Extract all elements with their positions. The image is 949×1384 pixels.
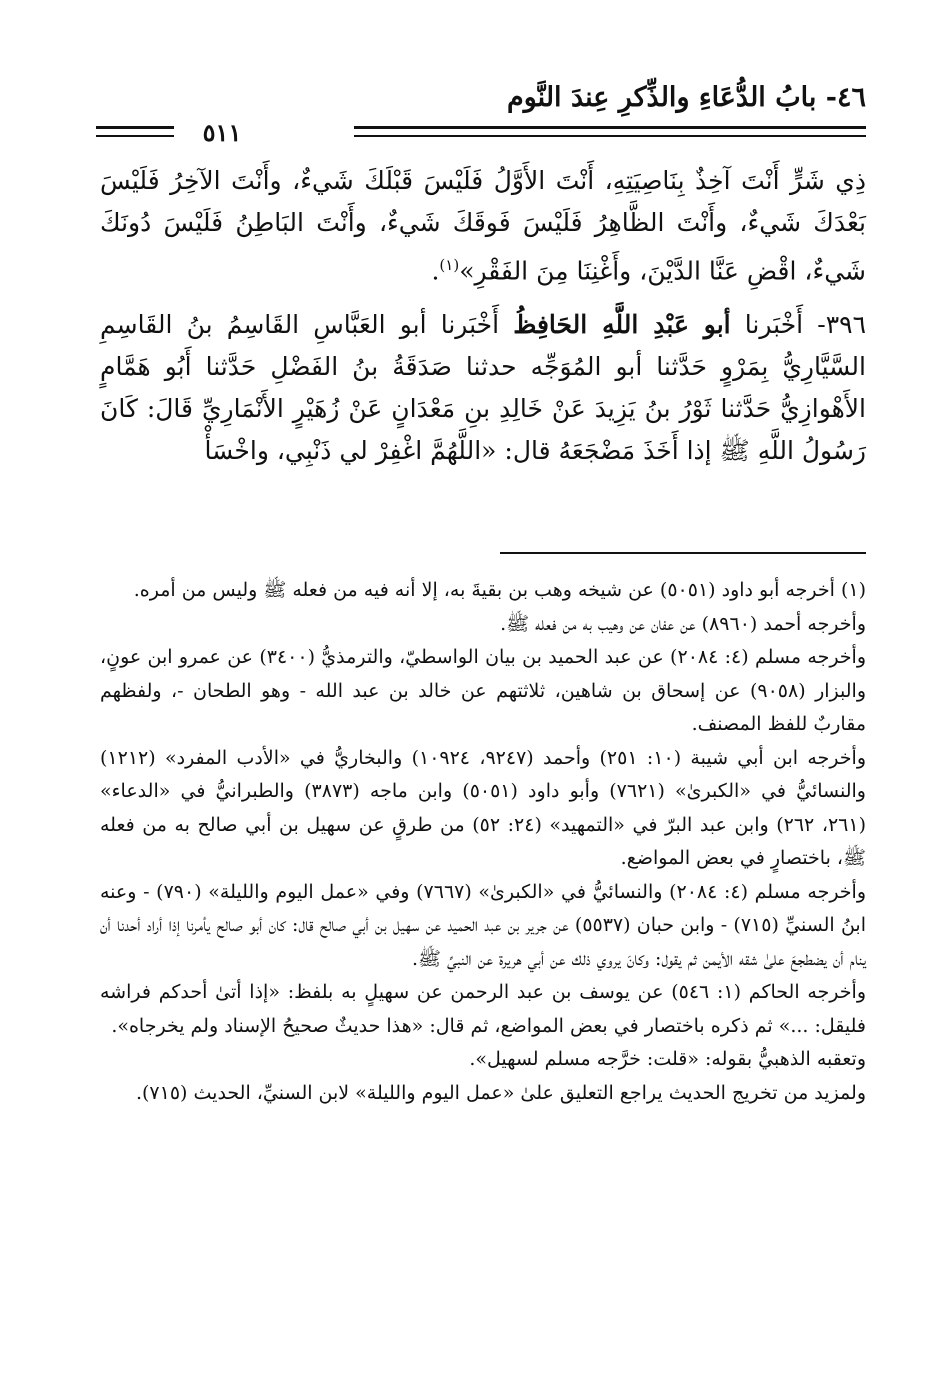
main-text xyxy=(100,160,866,472)
footnote-line: وتعقبه الذهبيُّ بقوله: «قلت: خرَّجه مسلم لسهيل». xyxy=(469,1048,866,1070)
footnote-line: وأخرجه مسلم (٤: ٢٠٨٤) والنسائيُّ في «الكبرىٰ» (٧٦٦٧) وفي «عمل اليوم والليلة» (٧٩٠) - وعنه ابنُ السنيِّ (٧١٥) - وابن حبان (٥٥٣٧) عن جرير بن عبد الحميد عن سهيل بن أبي صالح قال: كان أبو صالح يأمرنا إذا أراد أحدنا أن ينام أن يضطجعَ علىٰ شقه الأيمن ثم يقول: وكانَ يروي ذلك عن أبي هريرة عن النبيِّ ﷺ. xyxy=(100,880,867,970)
main-paragraph-2 xyxy=(100,304,866,472)
paragraph-2-body: أَخْبَرنا أبو العَبَّاسِ القَاسِمُ بنُ القَاسِمِ السَّيَّارِيُّ بِمَرْوٍ حَدَّثنا أبو المُوَجِّه حدثنا صَدَقَةُ بنُ الفَضْلِ حَدَّثنا أَبُو هَمَّامٍ الأَهْوازِيُّ حَدَّثنا ثَوْرُ بنُ يَزِيدَ عَنْ خَالِدِ بنِ مَعْدَانٍ عَنْ زُهَيْرٍ الأَنْمَارِيِّ قَالَ: كَانَ رَسُولُ اللَّهِ ﷺ إذا أَخَذَ مَضْجَعَهُ قال: «اللَّهُمَّ اغْفِرْ لي ذَنْبِي، واخْسَأْ xyxy=(100,310,867,466)
footnote-line: وأخرجه ابن أبي شيبة (١٠: ٢٥١) وأحمد (٩٢٤٧، ١٠٩٢٤) والبخاريُّ في «الأدب المفرد» (١٢١٢) والنسائيُّ في «الكبرىٰ» (٧٦٢١) وأبو داود (٥٠٥١) وابن ماجه (٣٨٧٣) والطبرانيُّ في «الدعاء» (٢٦١، ٢٦٢) وابن عبد البرّ في «التمهيد» (٢٤: ٥٢) من طرقٍ عن سهيل بن أبي صالح به من فعله ﷺ، باختصارٍ في بعض المواضع. xyxy=(100,746,866,869)
page-number: ٥١١ xyxy=(202,118,242,147)
footnote-line: ولمزيد من تخريج الحديث يراجع التعليق علىٰ «عمل اليوم والليلة» لابن السنيِّ، الحديث (٧١٥). xyxy=(135,1081,866,1104)
paragraph-1-end: . xyxy=(431,256,440,286)
chapter-title: ٤٦- بابُ الدُّعَاءِ والذِّكرِ عِندَ النَّوم xyxy=(507,82,866,113)
hadith-number: ٣٩٦- xyxy=(817,310,867,340)
main-paragraph-1 xyxy=(100,160,866,292)
footnotes xyxy=(100,574,866,1110)
footnote-line: وأخرجه أحمد (٨٩٦٠) عن عفان عن وهيب به من فعله ﷺ. xyxy=(500,612,866,635)
paragraph-1-text: ذِي شَرٍّ أَنْتَ آخِذٌ بِنَاصِيَتِهِ، أَنْتَ الأَوَّلُ فَلَيْسَ قَبْلَكَ شَيءٌ، وأَنْتَ الآخِرُ فَلَيْسَ بَعْدَكَ شَيءٌ، وأَنْتَ الظَّاهِرُ فَلَيْسَ فَوقَكَ شَيءٌ، وأَنْتَ البَاطِنُ فَلَيْسَ دُونَكَ شَيءٌ، اقْضِ عَنَّا الدَّيْنَ، وأَغْنِنَا مِنَ الفَقْرِ» xyxy=(100,166,866,286)
paragraph-2-lead: أَخْبَرنا xyxy=(744,310,804,340)
page-header xyxy=(96,82,866,148)
narrator-name: أبو عَبْدِ اللَّهِ الحَافِظُ xyxy=(513,310,731,340)
footnote-reference: (١) xyxy=(439,256,460,274)
header-rule-left xyxy=(96,126,174,137)
footnote-line: (١) أخرجه أبو داود (٥٠٥١) عن شيخه وهب بن بقيةَ به، إلا أنه فيه من فعله ﷺ وليس من أمره. xyxy=(133,579,866,601)
header-rule-right xyxy=(354,126,866,137)
footnote-divider xyxy=(500,552,866,554)
footnote-line: وأخرجه الحاكم (١: ٥٤٦) عن يوسف بن عبد الرحمن عن سهيلٍ به بلفظ: «إذا أتىٰ أحدكم فراشه فليقل: ...» ثم ذكره باختصار في بعض المواضع، ثم قال: «هذا حديثٌ صحيحُ الإسناد ولم يخرجاه». xyxy=(100,981,866,1037)
footnote-line: وأخرجه مسلم (٤: ٢٠٨٤) عن عبد الحميد بن بيان الواسطيّ، والترمذيُّ (٣٤٠٠) عن عمرو ابن عونٍ، والبزار (٩٠٥٨) عن إسحاق بن شاهين، ثلاثتهم عن خالد بن عبد الله - وهو الطحان -، ولفظهم مقاربٌ للفظ المصنف. xyxy=(100,646,866,735)
